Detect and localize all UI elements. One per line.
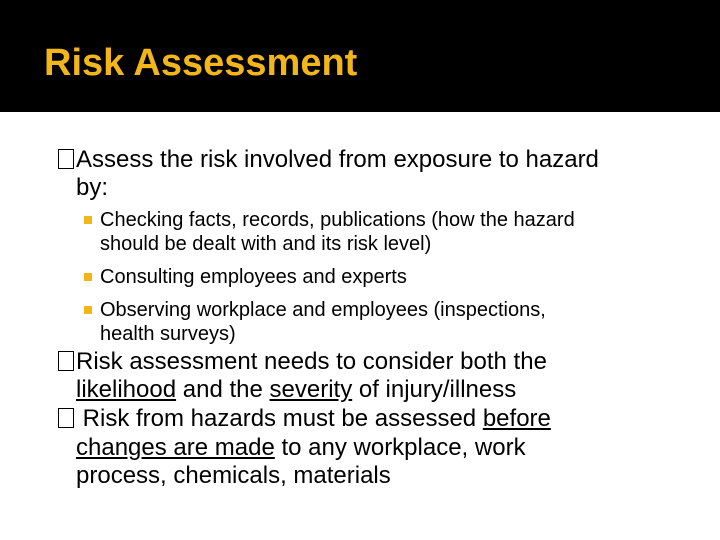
severity-term: severity [269, 376, 353, 403]
bullet-2-text-mid: and the [176, 376, 270, 403]
box-bullet-icon [58, 408, 74, 428]
likelihood-term: likelihood [76, 376, 177, 403]
square-bullet-icon [84, 306, 92, 314]
bullet-1-line-2: by: [76, 174, 109, 201]
square-bullet-icon [84, 216, 92, 224]
before-term: before [482, 405, 551, 432]
bullet-1-text-1: Assess the risk involved from exposure to hazard [76, 146, 599, 173]
bullet-2-text-end: of injury/illness [352, 376, 517, 403]
sub-bullet-2-line-1: Consulting employees and experts [100, 266, 407, 288]
sub-bullet-1-line-2: should be dealt with and its risk level) [100, 233, 432, 255]
changes-are-made-term: changes are made [76, 434, 275, 461]
bullet-1-line-1 [58, 146, 599, 174]
bullet-2-text-1: Risk assessment needs to consider both the [76, 348, 547, 375]
bullet-2-line-2 [76, 376, 516, 404]
box-bullet-icon [58, 351, 74, 371]
bullet-3-line-2 [76, 434, 526, 462]
sub-bullet-3-line-2: health surveys) [100, 323, 236, 345]
bullet-3-line-1 [58, 405, 551, 433]
box-bullet-icon [58, 149, 74, 169]
bullet-2-line-1 [58, 348, 547, 376]
bullet-3-text-end: to any workplace, work [274, 434, 526, 461]
square-bullet-icon [84, 273, 92, 281]
sub-bullet-1-line-1: Checking facts, records, publications (how the hazard [100, 209, 575, 231]
slide-title: Risk Assessment [44, 42, 358, 84]
sub-bullet-3-line-1: Observing workplace and employees (inspections, [100, 299, 546, 321]
bullet-3-line-3: process, chemicals, materials [76, 462, 391, 489]
bullet-3-text-pre: Risk from hazards must be assessed [76, 405, 483, 432]
